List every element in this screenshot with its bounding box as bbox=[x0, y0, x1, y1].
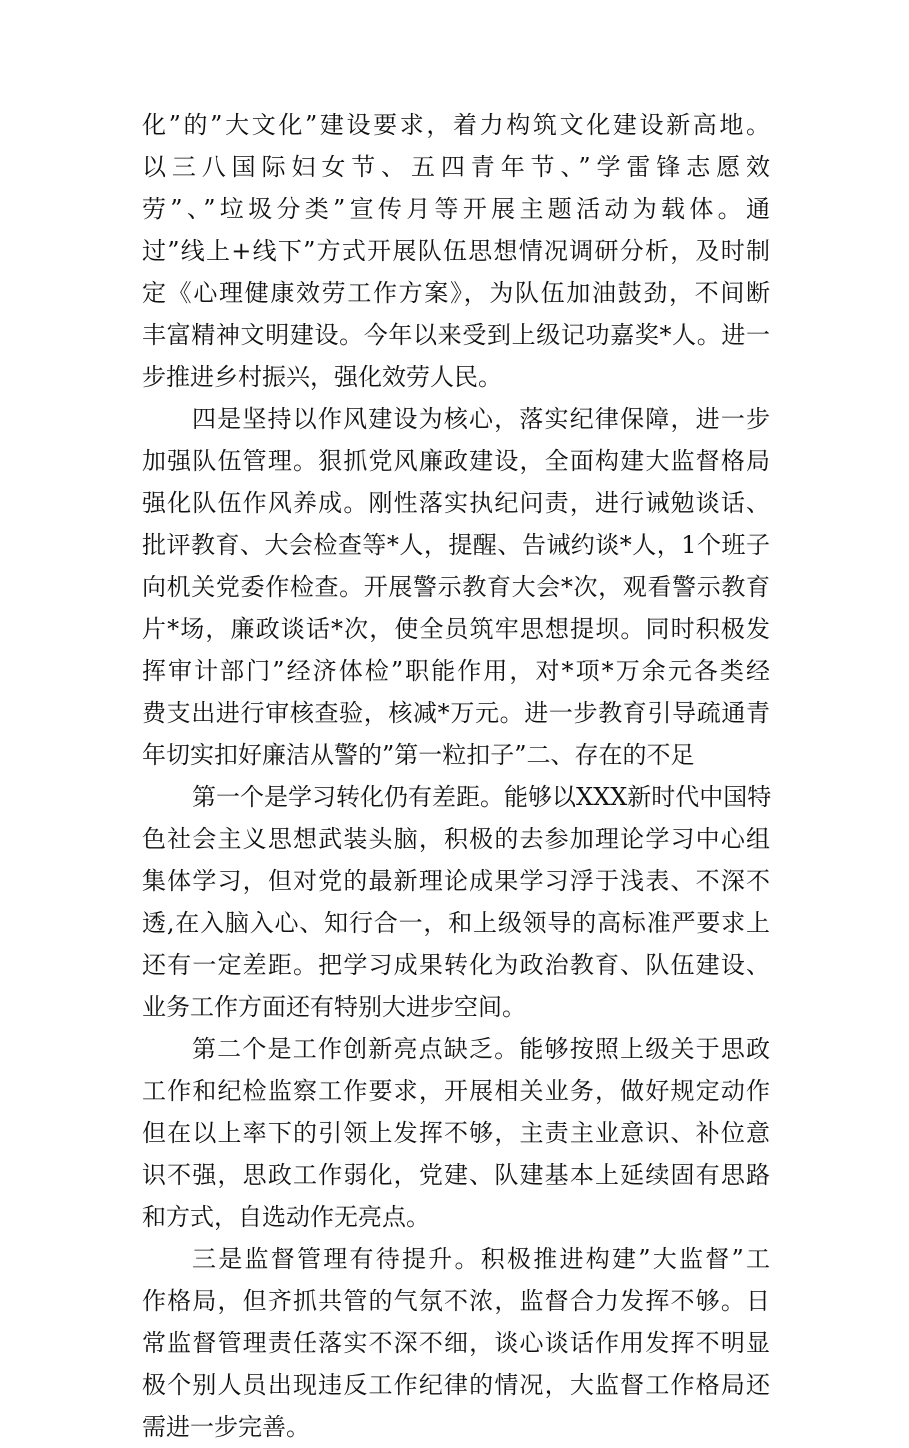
text-line: 以三八国际妇女节、五四青年节、”学雷锋志愿效 bbox=[142, 153, 770, 181]
text-line: 透,在入脑入心、知行合一，和上级领导的高标准严要求上 bbox=[142, 909, 770, 937]
text-line: 向机关党委作检查。开展警示教育大会*次，观看警示教育 bbox=[142, 573, 770, 601]
text-line: 极个别人员出现违反工作纪律的情况，大监督工作格局还 bbox=[142, 1371, 770, 1399]
text-line: 挥审计部门”经济体检”职能作用，对*项*万余元各类经 bbox=[142, 657, 770, 685]
text-line: 业务工作方面还有特别大进步空间。 bbox=[142, 993, 526, 1021]
text-line: 和方式，自选动作无亮点。 bbox=[142, 1203, 430, 1231]
paragraph-first-line: 第二个是工作创新亮点缺乏。能够按照上级关于思政 bbox=[192, 1035, 770, 1063]
text-line: 化”的”大文化”建设要求，着力构筑文化建设新高地。 bbox=[142, 111, 770, 139]
paragraph-first-line: 第一个是学习转化仍有差距。能够以XXX新时代中国特 bbox=[192, 783, 772, 811]
text-line: 色社会主义思想武装头脑，积极的去参加理论学习中心组 bbox=[142, 825, 770, 853]
text-line: 集体学习，但对党的最新理论成果学习浮于浅表、不深不 bbox=[142, 867, 770, 895]
text-line: 丰富精神文明建设。今年以来受到上级记功嘉奖*人。进一 bbox=[142, 321, 770, 349]
text-line: 费支出进行审核查验，核减*万元。进一步教育引导疏通青 bbox=[142, 699, 770, 727]
text-line: 工作和纪检监察工作要求，开展相关业务，做好规定动作 bbox=[142, 1077, 770, 1105]
text-line: 劳”、”垃圾分类”宣传月等开展主题活动为载体。通 bbox=[142, 195, 770, 223]
text-line: 作格局，但齐抓共管的气氛不浓，监督合力发挥不够。日 bbox=[142, 1287, 770, 1315]
text-line: 加强队伍管理。狠抓党风廉政建设，全面构建大监督格局 bbox=[142, 447, 770, 475]
text-line: 识不强，思政工作弱化，党建、队建基本上延续固有思路 bbox=[142, 1161, 770, 1189]
text-line: 还有一定差距。把学习成果转化为政治教育、队伍建设、 bbox=[142, 951, 770, 979]
paragraph-first-line: 三是监督管理有待提升。积极推进构建”大监督”工 bbox=[192, 1245, 770, 1273]
paragraph-first-line: 四是坚持以作风建设为核心，落实纪律保障，进一步 bbox=[192, 405, 770, 433]
text-line: 步推进乡村振兴，强化效劳人民。 bbox=[142, 363, 502, 391]
text-line: 定《心理健康效劳工作方案》，为队伍加油鼓劲，不间断 bbox=[142, 279, 770, 307]
text-line: 需进一步完善。 bbox=[142, 1413, 310, 1441]
text-line: 过”线上+线下”方式开展队伍思想情况调研分析，及时制 bbox=[142, 237, 770, 265]
text-line: 强化队伍作风养成。刚性落实执纪问责，进行诫勉谈话、 bbox=[142, 489, 770, 517]
text-line: 常监督管理责任落实不深不细，谈心谈话作用发挥不明显 bbox=[142, 1329, 770, 1357]
text-line: 批评教育、大会检查等*人，提醒、告诫约谈*人，1个班子 bbox=[142, 531, 770, 559]
text-line: 但在以上率下的引领上发挥不够，主责主业意识、补位意 bbox=[142, 1119, 770, 1147]
document-body bbox=[142, 104, 770, 1448]
text-line: 年切实扣好廉洁从警的”第一粒扣子”二、存在的不足 bbox=[142, 741, 695, 769]
text-line: 片*场，廉政谈话*次，使全员筑牢思想提坝。同时积极发 bbox=[142, 615, 770, 643]
